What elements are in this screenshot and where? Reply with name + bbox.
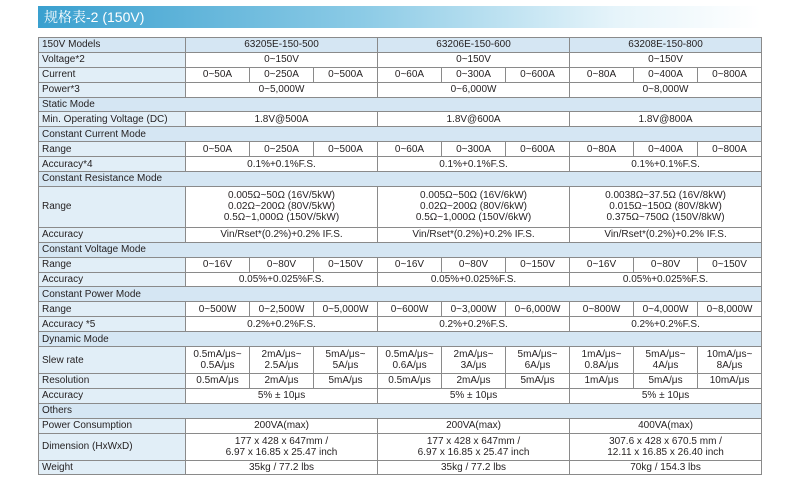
cell-line: 6.97 x 16.85 x 25.47 inch <box>225 446 338 458</box>
section-header-cv <box>39 242 762 257</box>
cell-value: 0~150V <box>378 52 570 67</box>
cell-line: 307.6 x 428 x 670.5 mm / <box>609 435 722 447</box>
cell-line: 0.02Ω~200Ω (80V/5kW) <box>228 201 335 213</box>
cell-value: 0~50A <box>186 142 250 157</box>
cell-value <box>442 347 506 374</box>
cell-value: 0~2,500W <box>250 302 314 317</box>
dimension-row <box>39 433 762 460</box>
row-label: Slew rate <box>39 347 186 374</box>
cell-value <box>378 347 442 374</box>
cell-line: 2.5A/μs <box>264 360 299 372</box>
header-row <box>39 38 762 53</box>
cc-accuracy-row <box>39 157 762 172</box>
cell-value: 35kg / 77.2 lbs <box>378 460 570 475</box>
cell-value: 5mA/μs <box>506 374 570 389</box>
row-label: Accuracy*4 <box>39 157 186 172</box>
cell-value: 0~5,000W <box>186 82 378 97</box>
cell-value: 0.2%+0.2%F.S. <box>378 317 570 332</box>
cell-value: 0~16V <box>186 257 250 272</box>
cell-value: 2mA/μs <box>442 374 506 389</box>
cell-value: 0~80A <box>570 142 634 157</box>
row-label: Accuracy <box>39 388 186 403</box>
section-header-others <box>39 403 762 418</box>
cell-value: Vin/Rset*(0.2%)+0.2% IF.S. <box>186 227 378 242</box>
cell-value: 10mA/μs <box>698 374 762 389</box>
row-label: Power*3 <box>39 82 186 97</box>
cell-value: 0~60A <box>378 142 442 157</box>
cell-value: 400VA(max) <box>570 418 762 433</box>
cell-value: 1.8V@600A <box>378 112 570 127</box>
row-label: Accuracy *5 <box>39 317 186 332</box>
weight-row <box>39 460 762 475</box>
row-label: Current <box>39 67 186 82</box>
cell-line: 5mA/μs~ <box>645 349 686 361</box>
header-label: 150V Models <box>39 38 186 53</box>
cell-line: 0.8A/μs <box>584 360 619 372</box>
section-title: Constant Current Mode <box>39 127 762 142</box>
cell-line: 5A/μs <box>332 360 359 372</box>
cell-value: Vin/Rset*(0.2%)+0.2% IF.S. <box>570 227 762 242</box>
row-label: Range <box>39 257 186 272</box>
cell-line: 0.5mA/μs~ <box>193 349 242 361</box>
cell-value <box>570 433 762 460</box>
cell-value: 0~800A <box>698 142 762 157</box>
cell-line: 8A/μs <box>716 360 743 372</box>
cell-value: 0~150V <box>698 257 762 272</box>
cell-value: 0~150V <box>314 257 378 272</box>
section-header-static <box>39 97 762 112</box>
cell-line: 0.5mA/μs~ <box>385 349 434 361</box>
cell-value: 0.5mA/μs <box>186 374 250 389</box>
cell-value <box>250 347 314 374</box>
model-name: 63205E-150-500 <box>186 38 378 53</box>
cell-value: 0~150V <box>570 52 762 67</box>
cell-value: 0~500A <box>314 67 378 82</box>
cell-line: 0.375Ω~750Ω (150V/8kW) <box>606 212 725 224</box>
cell-line: 0.5A/μs <box>200 360 235 372</box>
row-label: Accuracy <box>39 272 186 287</box>
cell-value: 0~300A <box>442 142 506 157</box>
cell-value: Vin/Rset*(0.2%)+0.2% IF.S. <box>378 227 570 242</box>
cell-value: 0~8,000W <box>570 82 762 97</box>
cell-value: 0~6,000W <box>378 82 570 97</box>
cell-line: 6.97 x 16.85 x 25.47 inch <box>417 446 530 458</box>
cell-value <box>314 347 378 374</box>
cell-value: 0~60A <box>378 67 442 82</box>
cv-accuracy-row <box>39 272 762 287</box>
cell-value: 0~800A <box>698 67 762 82</box>
row-label: Dimension (HxWxD) <box>39 433 186 460</box>
cell-value: 0~250A <box>250 142 314 157</box>
row-label: Accuracy <box>39 227 186 242</box>
section-title: Others <box>39 403 762 418</box>
cell-value: 0~80V <box>634 257 698 272</box>
cell-line: 3A/μs <box>460 360 487 372</box>
voltage-row <box>39 52 762 67</box>
model-name: 63208E-150-800 <box>570 38 762 53</box>
section-title: Constant Voltage Mode <box>39 242 762 257</box>
section-title: Dynamic Mode <box>39 332 762 347</box>
cell-value: 5mA/μs <box>314 374 378 389</box>
row-label: Resolution <box>39 374 186 389</box>
row-label: Range <box>39 186 186 227</box>
cell-line: 4A/μs <box>652 360 679 372</box>
cell-value <box>506 347 570 374</box>
cell-value: 5% ± 10μs <box>186 388 378 403</box>
cell-value: 0~3,000W <box>442 302 506 317</box>
section-title: Constant Power Mode <box>39 287 762 302</box>
cell-line: 177 x 428 x 647mm / <box>426 435 521 447</box>
cp-accuracy-row <box>39 317 762 332</box>
row-label: Voltage*2 <box>39 52 186 67</box>
cell-line: 1mA/μs~ <box>581 349 622 361</box>
cell-line: 5mA/μs~ <box>325 349 366 361</box>
section-title: Static Mode <box>39 97 762 112</box>
cell-value: 0.2%+0.2%F.S. <box>570 317 762 332</box>
cell-value: 5% ± 10μs <box>378 388 570 403</box>
cell-value: 0.05%+0.025%F.S. <box>186 272 378 287</box>
current-row <box>39 67 762 82</box>
cell-value: 0~5,000W <box>314 302 378 317</box>
cell-line: 0.015Ω~150Ω (80V/8kW) <box>609 201 722 213</box>
cell-line: 2mA/μs~ <box>261 349 302 361</box>
cell-line: 177 x 428 x 647mm / <box>234 435 329 447</box>
cell-value <box>570 347 634 374</box>
cell-value: 0~600A <box>506 67 570 82</box>
row-label: Range <box>39 142 186 157</box>
cell-line: 6A/μs <box>524 360 551 372</box>
cell-value: 0~8,000W <box>698 302 762 317</box>
power-row <box>39 82 762 97</box>
cr-range-row <box>39 186 762 227</box>
cell-value: 0~400A <box>634 67 698 82</box>
cell-value: 0~400A <box>634 142 698 157</box>
cell-value: 0~80A <box>570 67 634 82</box>
cell-value <box>634 347 698 374</box>
cell-value: 0.1%+0.1%F.S. <box>570 157 762 172</box>
cell-value: 0.05%+0.025%F.S. <box>570 272 762 287</box>
cell-value: 0~80V <box>250 257 314 272</box>
cell-line: 12.11 x 16.85 x 26.40 inch <box>607 446 724 458</box>
section-title: Constant Resistance Mode <box>39 172 762 187</box>
cell-value: 0~16V <box>570 257 634 272</box>
cell-line: 0.6A/μs <box>392 360 427 372</box>
slew-rate-row <box>39 347 762 374</box>
cell-value: 0~800W <box>570 302 634 317</box>
spec-table <box>38 37 762 475</box>
cell-value: 200VA(max) <box>378 418 570 433</box>
cell-value: 0~600W <box>378 302 442 317</box>
cell-value: 0.2%+0.2%F.S. <box>186 317 378 332</box>
row-label: Weight <box>39 460 186 475</box>
cell-value <box>186 433 378 460</box>
row-label: Min. Operating Voltage (DC) <box>39 112 186 127</box>
cell-line: 0.005Ω~50Ω (16V/6kW) <box>420 190 527 202</box>
cell-value: 1.8V@800A <box>570 112 762 127</box>
cell-value: 0~300A <box>442 67 506 82</box>
cp-range-row <box>39 302 762 317</box>
cell-value: 0~150V <box>506 257 570 272</box>
cell-value: 0~50A <box>186 67 250 82</box>
cell-value <box>186 186 378 227</box>
cell-value <box>698 347 762 374</box>
cell-value: 200VA(max) <box>186 418 378 433</box>
dynamic-accuracy-row <box>39 388 762 403</box>
cell-value: 0~250A <box>250 67 314 82</box>
cell-value: 0.5mA/μs <box>378 374 442 389</box>
cell-value: 0.1%+0.1%F.S. <box>186 157 378 172</box>
cell-value: 0~16V <box>378 257 442 272</box>
cv-range-row <box>39 257 762 272</box>
cell-value: 1.8V@500A <box>186 112 378 127</box>
resolution-row <box>39 374 762 389</box>
cell-value: 0~80V <box>442 257 506 272</box>
cell-value: 35kg / 77.2 lbs <box>186 460 378 475</box>
cell-value: 1mA/μs <box>570 374 634 389</box>
power-consumption-row <box>39 418 762 433</box>
section-header-dynamic <box>39 332 762 347</box>
cell-value: 70kg / 154.3 lbs <box>570 460 762 475</box>
cell-line: 0.02Ω~200Ω (80V/6kW) <box>420 201 527 213</box>
cell-value: 5mA/μs <box>634 374 698 389</box>
cell-line: 10mA/μs~ <box>706 349 753 361</box>
cell-value: 0~4,000W <box>634 302 698 317</box>
cell-value: 0.1%+0.1%F.S. <box>378 157 570 172</box>
cell-value: 5% ± 10μs <box>570 388 762 403</box>
cc-range-row <box>39 142 762 157</box>
model-name: 63206E-150-600 <box>378 38 570 53</box>
cell-value: 0~6,000W <box>506 302 570 317</box>
min-voltage-row <box>39 112 762 127</box>
cell-value: 2mA/μs <box>250 374 314 389</box>
cell-value: 0.05%+0.025%F.S. <box>378 272 570 287</box>
section-header-cr <box>39 172 762 187</box>
cr-accuracy-row <box>39 227 762 242</box>
cell-value: 0~600A <box>506 142 570 157</box>
cell-line: 2mA/μs~ <box>453 349 494 361</box>
cell-line: 0.5Ω~1,000Ω (150V/6kW) <box>415 212 532 224</box>
cell-line: 5mA/μs~ <box>517 349 558 361</box>
section-header-cp <box>39 287 762 302</box>
section-header-cc <box>39 127 762 142</box>
cell-value: 0~150V <box>186 52 378 67</box>
cell-line: 0.5Ω~1,000Ω (150V/5kW) <box>223 212 340 224</box>
cell-line: 0.005Ω~50Ω (16V/5kW) <box>228 190 335 202</box>
cell-value <box>186 347 250 374</box>
cell-value: 0~500A <box>314 142 378 157</box>
cell-value <box>378 433 570 460</box>
row-label: Range <box>39 302 186 317</box>
cell-value <box>570 186 762 227</box>
row-label: Power Consumption <box>39 418 186 433</box>
cell-line: 0.0038Ω~37.5Ω (16V/8kW) <box>605 190 726 202</box>
cell-value <box>378 186 570 227</box>
page-title: 规格表-2 (150V) <box>38 6 761 28</box>
cell-value: 0~500W <box>186 302 250 317</box>
